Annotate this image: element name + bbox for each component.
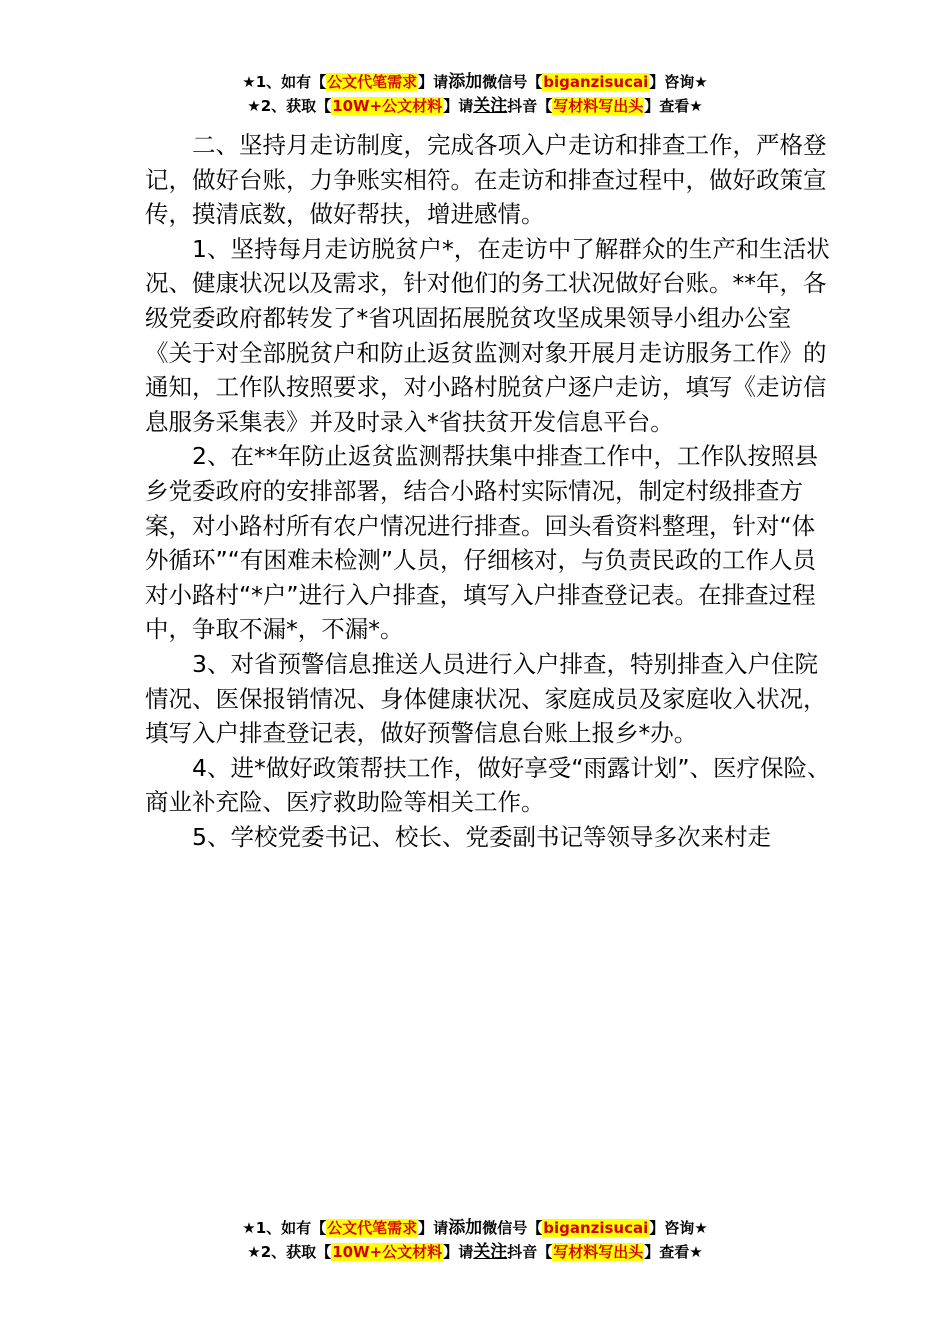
footer-line-2-suffix: 】查看★ <box>644 1243 703 1261</box>
footer-banner <box>0 1216 950 1264</box>
footer-line-2-douyin-label: 抖音【 <box>507 1243 553 1261</box>
footer-line-2 <box>0 1240 950 1264</box>
highlight-douyin-account: 写材料写出头 <box>553 97 644 115</box>
paragraph-section-2: 二、坚持月走访制度，完成各项入户走访和排查工作，严格登记，做好台账，力争账实相符。在走访和排查过程中，做好政策宣传，摸清底数，做好帮扶，增进感情。 <box>145 131 827 229</box>
footer-line-1-suffix: 】咨询★ <box>649 1219 708 1237</box>
header-add-word: 添加 <box>448 72 483 92</box>
highlight-materials: 10W+公文材料 <box>332 97 443 115</box>
paragraph-item-4: 4、进*做好政策帮扶工作，做好享受“雨露计划”、医疗保险、商业补充险、医疗救助险等相关工作。 <box>145 753 831 817</box>
highlight-wechat-id: biganzisucai <box>543 1219 649 1237</box>
paragraph-item-1: 1、坚持每月走访脱贫户*，在走访中了解群众的生产和生活状况、健康状况以及需求，针对他们的务工状况做好台账。**年，各级党委政府都转发了*省巩固拓展脱贫攻坚成果领导小组办公室《关于对全部脱贫户和防止返贫监测对象开展月走访服务工作》的通知，工作队按照要求，对小路村脱贫户逐户走访，填写《走访信息服务采集表》并及时录入*省扶贫开发信息平台。 <box>145 234 830 436</box>
header-follow-word: 关注 <box>473 96 508 116</box>
header-line-1-wechat-label: 微信号【 <box>482 73 543 91</box>
document-body <box>145 128 835 854</box>
header-line-1-mid: 】请 <box>418 73 449 91</box>
header-line-2 <box>0 94 950 118</box>
highlight-douyin-account: 写材料写出头 <box>553 1243 644 1261</box>
highlight-ghostwriting: 公文代笔需求 <box>327 73 418 91</box>
footer-follow-word: 关注 <box>473 1242 508 1262</box>
header-line-1-suffix: 】咨询★ <box>649 73 708 91</box>
footer-line-2-mid: 】请 <box>443 1243 474 1261</box>
highlight-materials: 10W+公文材料 <box>332 1243 443 1261</box>
footer-add-word: 添加 <box>448 1218 483 1238</box>
highlight-ghostwriting: 公文代笔需求 <box>327 1219 418 1237</box>
header-line-2-suffix: 】查看★ <box>644 97 703 115</box>
header-line-2-mid: 】请 <box>443 97 474 115</box>
header-line-2-prefix: ★2、获取【 <box>247 97 332 115</box>
paragraph-item-3: 3、对省预警信息推送人员进行入户排查，特别排查入户住院情况、医保报销情况、身体健康状况、家庭成员及家庭收入状况，填写入户排查登记表，做好预警信息台账上报乡*办。 <box>145 649 827 748</box>
highlight-wechat-id: biganzisucai <box>543 73 649 91</box>
paragraph-item-5: 5、学校党委书记、校长、党委副书记等领导多次来村走 <box>192 822 771 851</box>
header-line-1 <box>0 70 950 94</box>
header-line-1-prefix: ★1、如有【 <box>242 73 327 91</box>
paragraph-item-2: 2、在**年防止返贫监测帮扶集中排查工作中，工作队按照县乡党委政府的安排部署，结合小路村实际情况，制定村级排查方案，对小路村所有农户情况进行排查。回头看资料整理，针对“体外循环”“有困难未检测”人员，仔细核对，与负责民政的工作人员对小路村“*户”进行入户排查，填写入户排查登记表。在排查过程中，争取不漏*，不漏*。 <box>145 442 818 644</box>
footer-line-1-prefix: ★1、如有【 <box>242 1219 327 1237</box>
footer-line-1 <box>0 1216 950 1240</box>
footer-line-1-wechat-label: 微信号【 <box>482 1219 543 1237</box>
header-banner <box>0 70 950 118</box>
footer-line-1-mid: 】请 <box>418 1219 449 1237</box>
header-line-2-douyin-label: 抖音【 <box>507 97 553 115</box>
footer-line-2-prefix: ★2、获取【 <box>247 1243 332 1261</box>
